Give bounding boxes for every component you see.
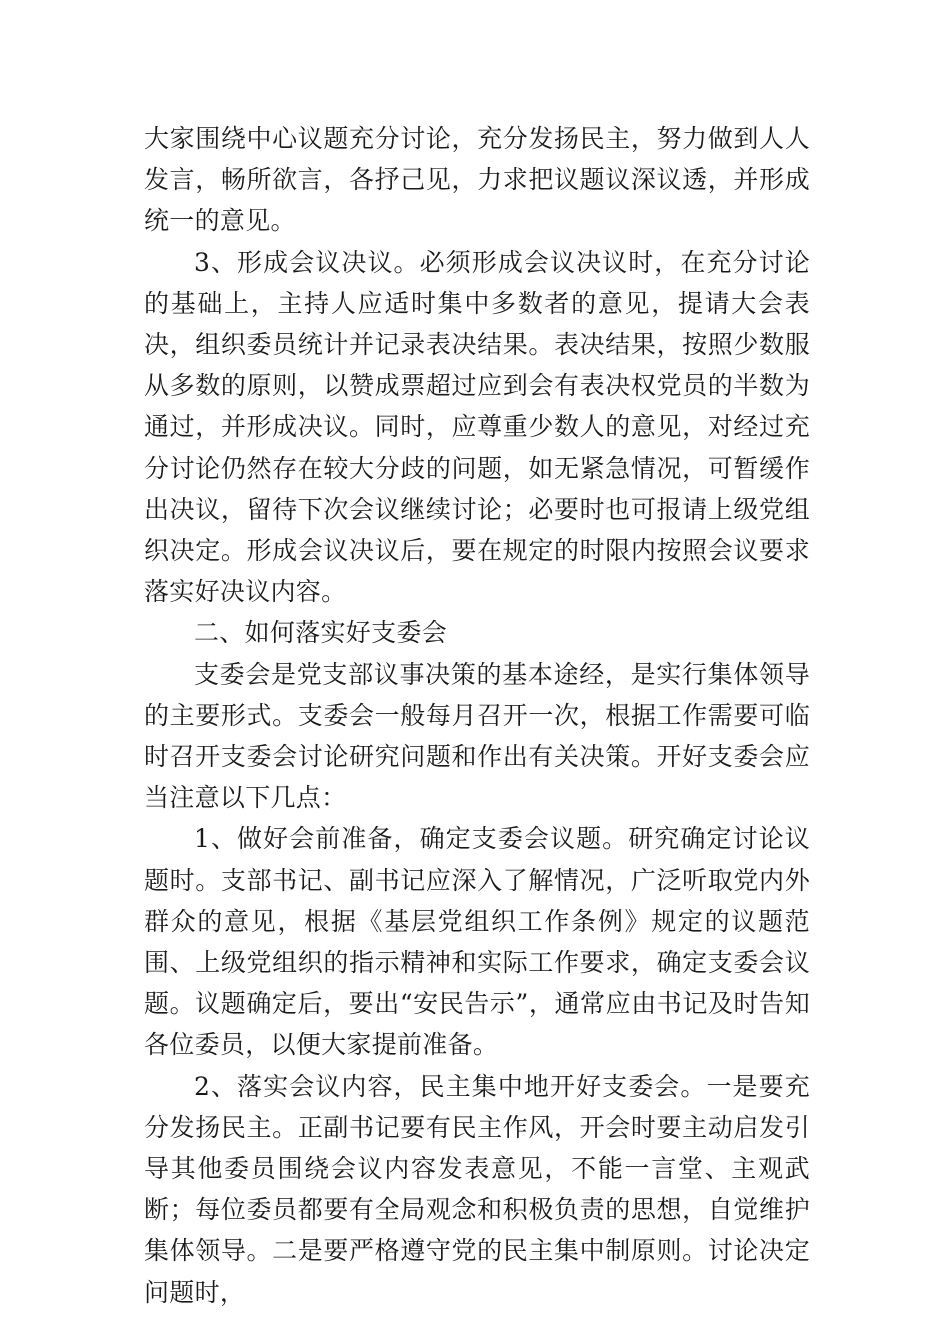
paragraph-item-2: 2、落实会议内容，民主集中地开好支委会。一是要充分发扬民主。正副书记要有民主作风，开会时要主动启发引导其他委员围绕会议内容发表意见，不能一言堂、主观武断；每位委员都要有全局观念和积极负责的思想，自觉维护集体领导。二是要严格遵守党的民主集中制原则。讨论决定问题时， <box>144 1071 810 1307</box>
paragraph-resolution: 3、形成会议决议。必须形成会议决议时，在充分讨论的基础上，主持人应适时集中多数者的意见，提请大会表决，组织委员统计并记录表决结果。表决结果，按照少数服从多数的原则，以赞成票超过应到会有表决权党员的半数为通过，并形成决议。同时，应尊重少数人的意见，对经过充分讨论仍然存在较大分歧的问题，如无紧急情况，可暂缓作出决议，留待下次会议继续讨论；必要时也可报请上级党组织决定。形成会议决议后，要在规定的时限内按照会议要求落实好决议内容。 <box>144 247 810 607</box>
paragraph-item-1: 1、做好会前准备，确定支委会议题。研究确定讨论议题时。支部书记、副书记应深入了解情况，广泛听取党内外群众的意见，根据《基层党组织工作条例》规定的议题范围、上级党组织的指示精神和实际工作要求，确定支委会议题。议题确定后，要出“安民告示”，通常应由书记及时告知各位委员，以便大家提前准备。 <box>144 824 810 1060</box>
document-body <box>144 118 810 1313</box>
section-heading: 二、如何落实好支委会 <box>194 618 448 648</box>
paragraph-continuation: 大家围绕中心议题充分讨论，充分发扬民主，努力做到人人发言，畅所欲言，各抒己见，力求把议题议深议透，并形成统一的意见。 <box>144 124 810 236</box>
paragraph-intro: 支委会是党支部议事决策的基本途经，是实行集体领导的主要形式。支委会一般每月召开一次，根据工作需要可临时召开支委会讨论研究问题和作出有关决策。开好支委会应当注意以下几点： <box>144 659 810 813</box>
